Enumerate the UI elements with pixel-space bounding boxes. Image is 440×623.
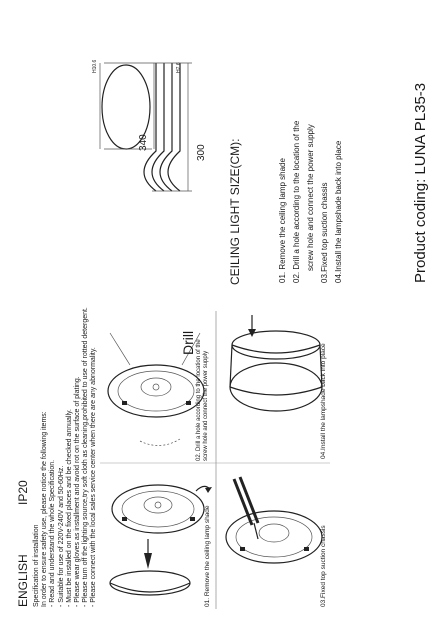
spec-line: - Suitable for use of 220V-240V and 50-60Hz. <box>57 465 65 607</box>
spec-line: - Read and understand the whole Specification. <box>49 459 57 607</box>
dimension-height-side: H7.6 <box>176 62 182 73</box>
steps-list <box>276 121 346 283</box>
step-item: 02. Drill a hole according to the location of the <box>292 120 301 283</box>
panel-caption-drill: 02. Drill a hole according to the location of the screw hole and connect the power supply <box>196 339 209 461</box>
step-item: 04.Install the lampshade back into place <box>334 140 343 283</box>
step-item: 03.Fixed top suction chassis <box>320 182 329 283</box>
spec-line: - Please turn off the lighting source,try soft cloth as cleaning,prohibited to use of rotted detergent. <box>82 307 90 607</box>
spec-heading: Specification of installation <box>33 524 40 607</box>
spec-line: - Please wear gloves as installment and avoid rot on the surface of plating. <box>74 376 82 607</box>
spec-line: In order to ensure safety use, please notice the following items: <box>41 411 49 607</box>
dimension-diameter-top: 340 <box>138 134 149 151</box>
step-item: 01. Remove the ceiling lamp shade <box>278 158 287 283</box>
step-item: screw hole and connect the power supply <box>306 124 315 271</box>
size-diagram <box>92 43 206 283</box>
spec-line: - Please connect with the local sales service center when there are any abnormality. <box>90 347 98 607</box>
illustration-fix-chassis <box>222 463 328 609</box>
drill-label: Drill <box>180 330 196 355</box>
spec-line: - Must be installed on the fixed places and be checked annually. <box>65 409 73 607</box>
dimension-diameter-side: 300 <box>196 144 207 161</box>
product-coding: Product coding: LUNA PL35-3 <box>412 82 429 283</box>
panel-caption-remove-shade: 01. Remove the ceiling lamp shade <box>204 505 211 607</box>
size-title: CEILING LIGHT SIZE(CM): <box>228 138 242 285</box>
illustration-install-shade <box>222 311 328 461</box>
ip-rating: IP20 <box>16 480 30 505</box>
language-label: ENGLISH <box>16 554 30 607</box>
dimension-height-top: H10.6 <box>92 59 98 73</box>
panel-caption-install-shade: 04.Install the lampshade back into place <box>320 343 327 459</box>
illustration-remove-shade <box>100 463 212 609</box>
panel-caption-fix-chassis: 03.Fixed top suction chassis <box>320 525 327 607</box>
